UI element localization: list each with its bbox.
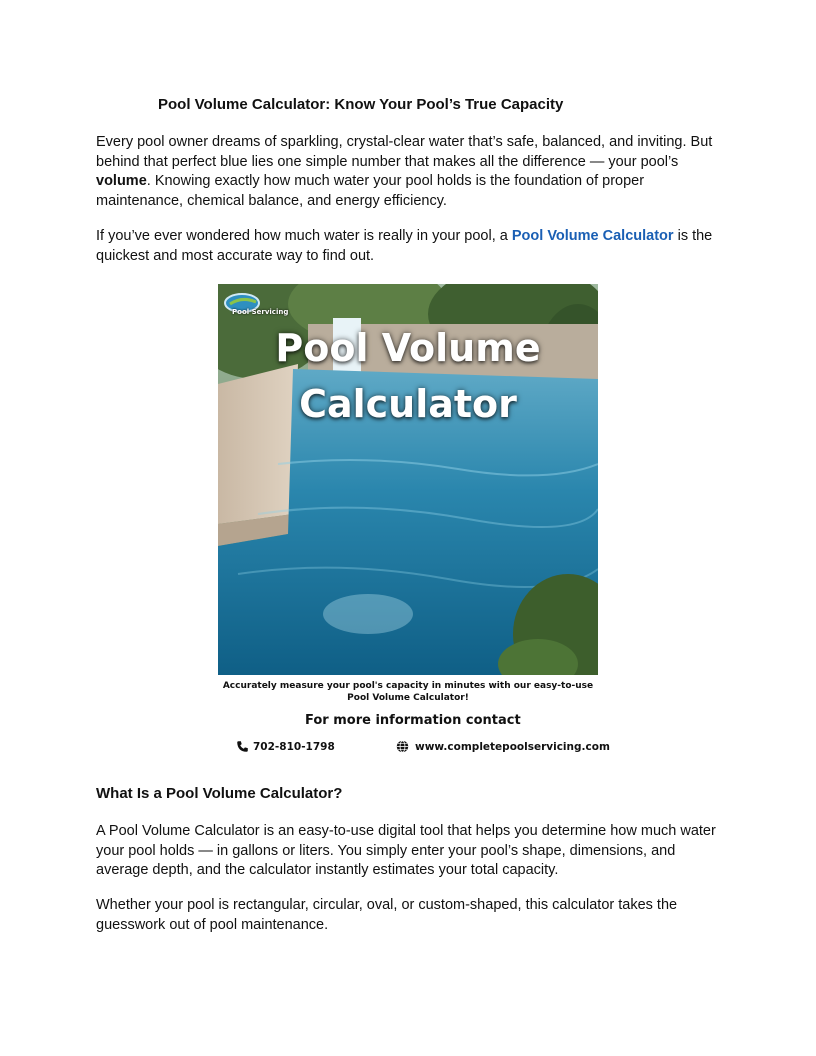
phone-icon	[236, 740, 249, 753]
definition-paragraph: A Pool Volume Calculator is an easy-to-use digital tool that helps you determine how much water your pool holds — in gallons or liters. You simply enter your pool’s shape, dimensions, and average depth, and the calculator instantly estimates your total capacity.	[96, 823, 716, 878]
intro-text-1: Every pool owner dreams of sparkling, crystal-clear water that’s safe, balanced, and inviting. But behind that perfect blue lies one simple number that makes all the difference — your pool’s	[96, 134, 713, 170]
logo-text: Pool Servicing	[232, 308, 289, 316]
para2-text-1: If you’ve ever wondered how much water is really in your pool, a	[96, 228, 512, 244]
shapes-paragraph: Whether your pool is rectangular, circular, oval, or custom-shaped, this calculator takes the guesswork out of pool maintenance.	[96, 897, 678, 933]
website-contact[interactable]	[396, 740, 610, 753]
intro-bold-volume: volume	[96, 173, 147, 189]
banner-title-line2: Calculator	[299, 382, 517, 426]
pool-banner-image	[218, 284, 598, 675]
page-title: Pool Volume Calculator: Know Your Pool’s True Capacity	[158, 96, 564, 113]
intro-text-2: . Knowing exactly how much water your pool holds is the foundation of proper maintenance, chemical balance, and energy efficiency.	[96, 173, 645, 209]
website-url: www.completepoolservicing.com	[415, 740, 610, 753]
calculator-paragraph	[96, 227, 726, 266]
phone-contact[interactable]	[236, 740, 335, 753]
globe-icon	[396, 740, 409, 753]
phone-number: 702-810-1798	[253, 740, 335, 753]
intro-paragraph	[96, 133, 726, 211]
banner-title-line1: Pool Volume	[275, 326, 541, 370]
section-heading: What Is a Pool Volume Calculator?	[96, 785, 343, 802]
contact-heading: For more information contact	[305, 713, 521, 728]
banner-caption: Accurately measure your pool's capacity in minutes with our easy-to-use Pool Volume Calculator!	[222, 681, 594, 703]
pool-volume-calculator-link[interactable]: Pool Volume Calculator	[511, 228, 674, 244]
company-logo	[222, 290, 292, 322]
para2-text-2: is the quickest and most accurate way to find out.	[96, 228, 713, 264]
